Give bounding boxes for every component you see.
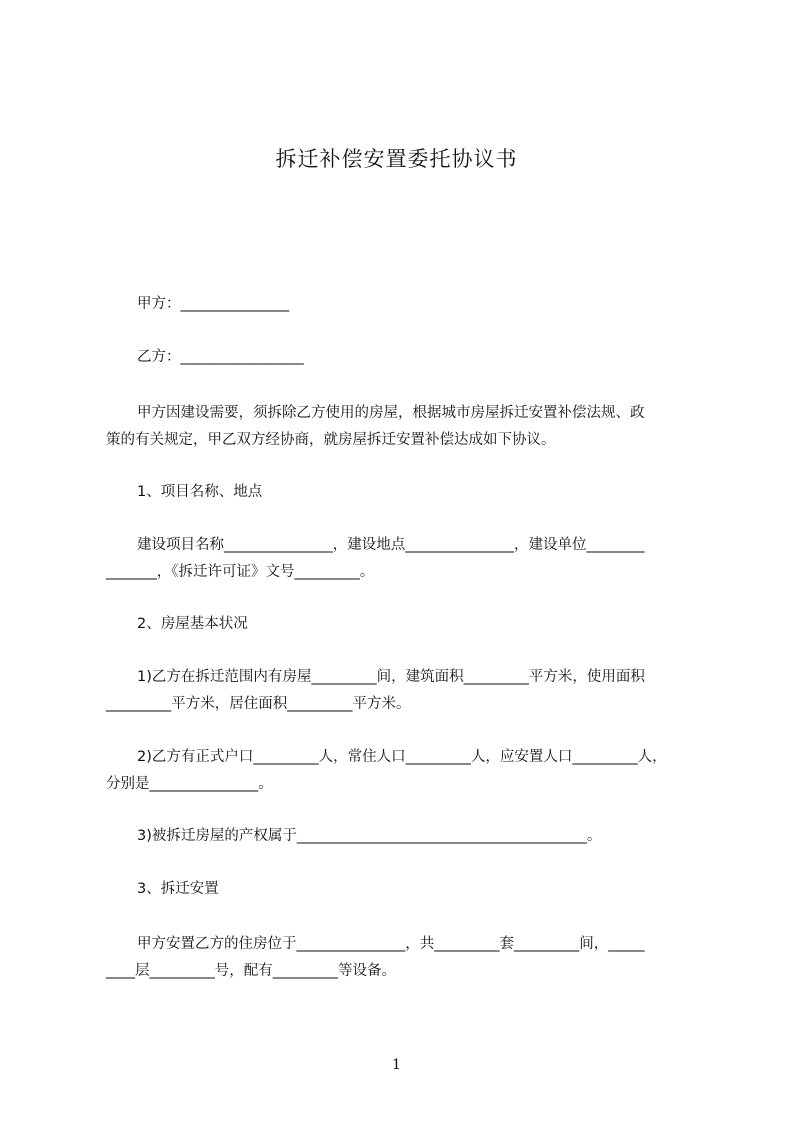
intro-line-2: 策的有关规定，甲乙双方经协商，就房屋拆迁安置补偿达成如下协议。	[106, 432, 556, 448]
intro-line-1: 甲方因建设需要，须拆除乙方使用的房屋，根据城市房屋拆迁安置补偿法规、政	[137, 405, 645, 421]
section1-heading: 1、项目名称、地点	[137, 484, 263, 500]
section3-line-2: ____层_________号，配有_________等设备。	[106, 963, 396, 979]
section2-item2-line-1: 2)乙方有正式户口_________人，常住人口_________人，应安置人口_________人，	[137, 749, 667, 765]
section2-heading: 2、房屋基本状况	[137, 616, 248, 632]
section3-line-1: 甲方安置乙方的住房位于_______________，共_________套_________间，_____	[137, 936, 645, 952]
section2-item1-line-1: 1)乙方在拆迁范围内有房屋_________间，建筑面积_________平方米，使用面积	[137, 669, 645, 685]
document-title: 拆迁补偿安置委托协议书	[275, 147, 518, 171]
section3-heading: 3、拆迁安置	[137, 881, 219, 897]
party-b-line: 乙方：_________________	[137, 349, 304, 365]
section2-item2-line-2: 分别是_______________。	[106, 776, 273, 792]
section1-line-1: 建设项目名称_______________，建设地点_______________，建设单位________	[137, 537, 645, 553]
section1-line-2: _______，《拆迁许可证》文号_________。	[106, 564, 375, 580]
page-number: 1	[392, 1057, 401, 1073]
section2-item3-line: 3)被拆迁房屋的产权属于________________________________________。	[137, 828, 602, 844]
party-a-line: 甲方：_______________	[137, 296, 290, 312]
section2-item1-line-2: _________平方米，居住面积_________平方米。	[106, 696, 411, 712]
